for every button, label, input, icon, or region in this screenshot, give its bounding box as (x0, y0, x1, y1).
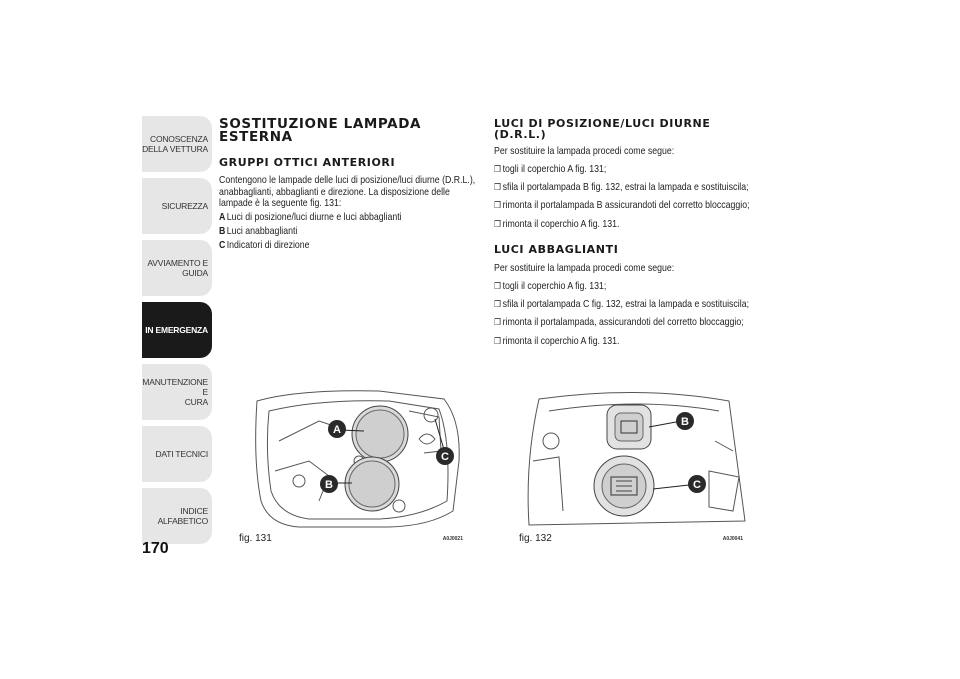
tab-in-emergenza[interactable] (142, 302, 212, 358)
bullet-text: togli il coperchio A fig. 131; (502, 280, 607, 292)
callout-c: C (441, 451, 449, 463)
bullet-icon: ❒ (494, 163, 501, 174)
list-item (494, 280, 719, 293)
subsection-title: GRUPPI OTTICI ANTERIORI (219, 156, 396, 169)
tab-label: SICUREZZA (161, 201, 208, 211)
tab-label: CONOSCENZA DELLA VETTURA (142, 134, 208, 154)
item-text: Indicatori di direzione (226, 240, 310, 252)
tab-label: INDICE ALFABETICO (157, 506, 208, 526)
intro-paragraph: Contengono le lampade delle luci di posizione/luci diurne (D.R.L.), anabbaglianti, abbaglianti e direzione. La disposizione delle lampade è la seguente fig. 131: (219, 175, 476, 209)
bullet-icon: ❒ (494, 181, 501, 192)
bullet-icon: ❒ (494, 299, 501, 310)
figure-132 (519, 381, 751, 545)
tab-dati-tecnici[interactable] (142, 426, 212, 482)
headlight-illustration (239, 381, 471, 531)
section1-title-line2: (D.R.L.) (494, 128, 547, 141)
tab-avviamento[interactable] (142, 240, 212, 296)
list-item (494, 316, 744, 329)
list-item (219, 212, 444, 224)
callout-a: A (333, 424, 341, 436)
tab-sicurezza[interactable] (142, 178, 212, 234)
section1-title (494, 118, 756, 140)
list-item (494, 298, 750, 311)
bullet-text: sfila il portalampada B fig. 132, estrai la lampada e sostituiscila; (502, 181, 749, 193)
section-title-line2: ESTERNA (219, 129, 293, 145)
tab-label: DATI TECNICI (155, 449, 208, 459)
section-title (219, 118, 481, 144)
figure-131 (239, 381, 471, 545)
item-text: Luci anabbaglianti (226, 225, 298, 237)
figure-caption: fig. 131 (239, 533, 272, 544)
list-item (494, 218, 719, 231)
section1-title-line1: LUCI DI POSIZIONE/LUCI DIURNE (494, 117, 711, 130)
list-item (219, 240, 444, 252)
list-item (219, 226, 444, 238)
bullet-icon: ❒ (494, 335, 501, 346)
bullet-text: rimonta il coperchio A fig. 131. (502, 218, 620, 230)
tab-label: AVVIAMENTO E GUIDA (147, 258, 208, 278)
bullet-text: sfila il portalampada C fig. 132, estrai la lampada e sostituiscila; (502, 299, 750, 311)
bullet-icon: ❒ (494, 280, 501, 291)
bullet-icon: ❒ (494, 218, 501, 229)
figure-code: A0J0021 (442, 536, 463, 542)
tab-label: IN EMERGENZA (145, 325, 208, 335)
item-key: A (219, 211, 226, 223)
tab-conoscenza[interactable] (142, 116, 212, 172)
item-key: C (219, 240, 226, 252)
list-item (494, 335, 719, 348)
lampholder-illustration (519, 381, 751, 531)
figure-code: A0J0041 (722, 536, 743, 542)
bullet-icon: ❒ (494, 200, 501, 211)
list-item (494, 199, 750, 212)
right-column (494, 118, 756, 348)
bullet-text: rimonta il coperchio A fig. 131. (502, 335, 620, 347)
figure-caption: fig. 132 (519, 533, 552, 544)
item-text: Luci di posizione/luci diurne e luci abbaglianti (226, 211, 402, 223)
item-key: B (219, 225, 226, 237)
bullet-text: togli il coperchio A fig. 131; (502, 163, 607, 175)
bullet-text: rimonta il portalampada B assicurandoti del corretto bloccaggio; (502, 200, 750, 212)
callout-b: B (325, 479, 333, 491)
bullet-icon: ❒ (494, 317, 501, 328)
bullet-text: rimonta il portalampada, assicurandoti del corretto bloccaggio; (502, 317, 744, 329)
list-item (494, 181, 749, 194)
callout-b: B (681, 416, 689, 428)
tab-indice[interactable] (142, 488, 212, 544)
left-column (219, 118, 481, 253)
section2-intro: Per sostituire la lampada procedi come segue: (494, 263, 675, 275)
list-item (494, 163, 719, 176)
page-number: 170 (142, 540, 169, 557)
callout-c: C (693, 479, 701, 491)
section1-intro: Per sostituire la lampada procedi come segue: (494, 146, 675, 157)
section2-title: LUCI ABBAGLIANTI (494, 243, 619, 257)
tab-manutenzione[interactable] (142, 364, 212, 420)
section-title-line1: SOSTITUZIONE LAMPADA (219, 116, 422, 132)
tab-label: MANUTENZIONE E CURA (142, 377, 208, 407)
